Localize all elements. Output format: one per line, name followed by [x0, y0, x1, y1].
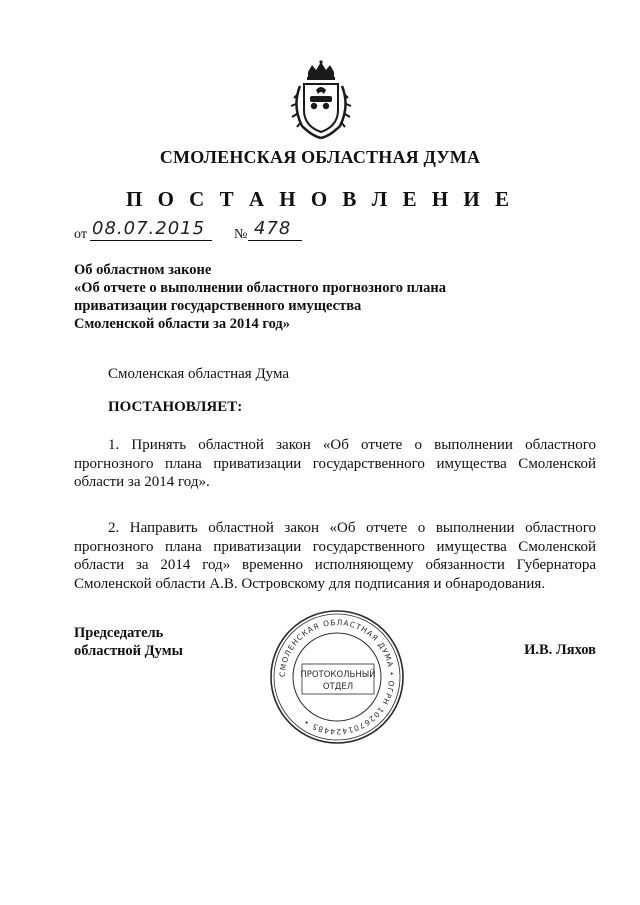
- number-value: 478: [254, 218, 292, 239]
- signature-position-line: областной Думы: [74, 643, 183, 659]
- seal-ring-text: СМОЛЕНСКАЯ ОБЛАСТНАЯ ДУМА • ОГРН 1026701424485 •: [277, 617, 397, 737]
- signature-position: [74, 624, 183, 660]
- signature-name: И.В. Ляхов: [524, 642, 596, 658]
- seal-center-line: ПРОТОКОЛЬНЫЙ: [300, 670, 376, 680]
- paragraph-line: Смоленской области А.В. Островскому для подписания и обнародования.: [74, 575, 546, 592]
- subject-line: приватизации государственного имущества: [74, 298, 362, 314]
- paragraph-line: области за 2014 год».: [74, 474, 210, 490]
- organization-title: СМОЛЕНСКАЯ ОБЛАСТНАЯ ДУМА: [159, 147, 481, 167]
- signature-position-line: Председатель: [74, 625, 164, 641]
- number-underline: [248, 240, 302, 241]
- official-seal-icon: [268, 608, 406, 746]
- subject-line: Смоленской области за 2014 год»: [74, 316, 290, 332]
- number-label: №: [234, 227, 248, 242]
- intro-text: Смоленская областная Дума: [108, 366, 290, 382]
- paragraph-line: 1. Принять областной закон «Об отчете о выполнении областного: [108, 437, 596, 453]
- subject-line: «Об отчете о выполнении областного прогнозного плана: [74, 280, 446, 296]
- paragraph-2: [74, 519, 596, 593]
- date-underline: [90, 240, 212, 241]
- paragraph-line: области за 2014 год» временно исполняющему обязанности Губернатора: [74, 557, 596, 573]
- date-label: от: [74, 227, 87, 242]
- date-value: 08.07.2015: [92, 218, 206, 239]
- document-type-title: П О С Т А Н О В Л Е Н И Е: [125, 187, 514, 211]
- seal-center-line: ОТДЕЛ: [322, 682, 354, 692]
- paragraph-line: 2. Направить областной закон «Об отчете о выполнении областного: [108, 520, 596, 536]
- paragraph-line: прогнозного плана приватизации государственного имущества Смоленской: [74, 538, 596, 555]
- subject-line: Об областном законе: [74, 262, 212, 278]
- coat-of-arms-icon: [288, 60, 354, 140]
- paragraph-1: [74, 436, 596, 492]
- document-subject: [74, 261, 514, 333]
- decree-heading: ПОСТАНОВЛЯЕТ:: [108, 399, 243, 415]
- paragraph-line: прогнозного плана приватизации государственного имущества Смоленской: [74, 455, 596, 472]
